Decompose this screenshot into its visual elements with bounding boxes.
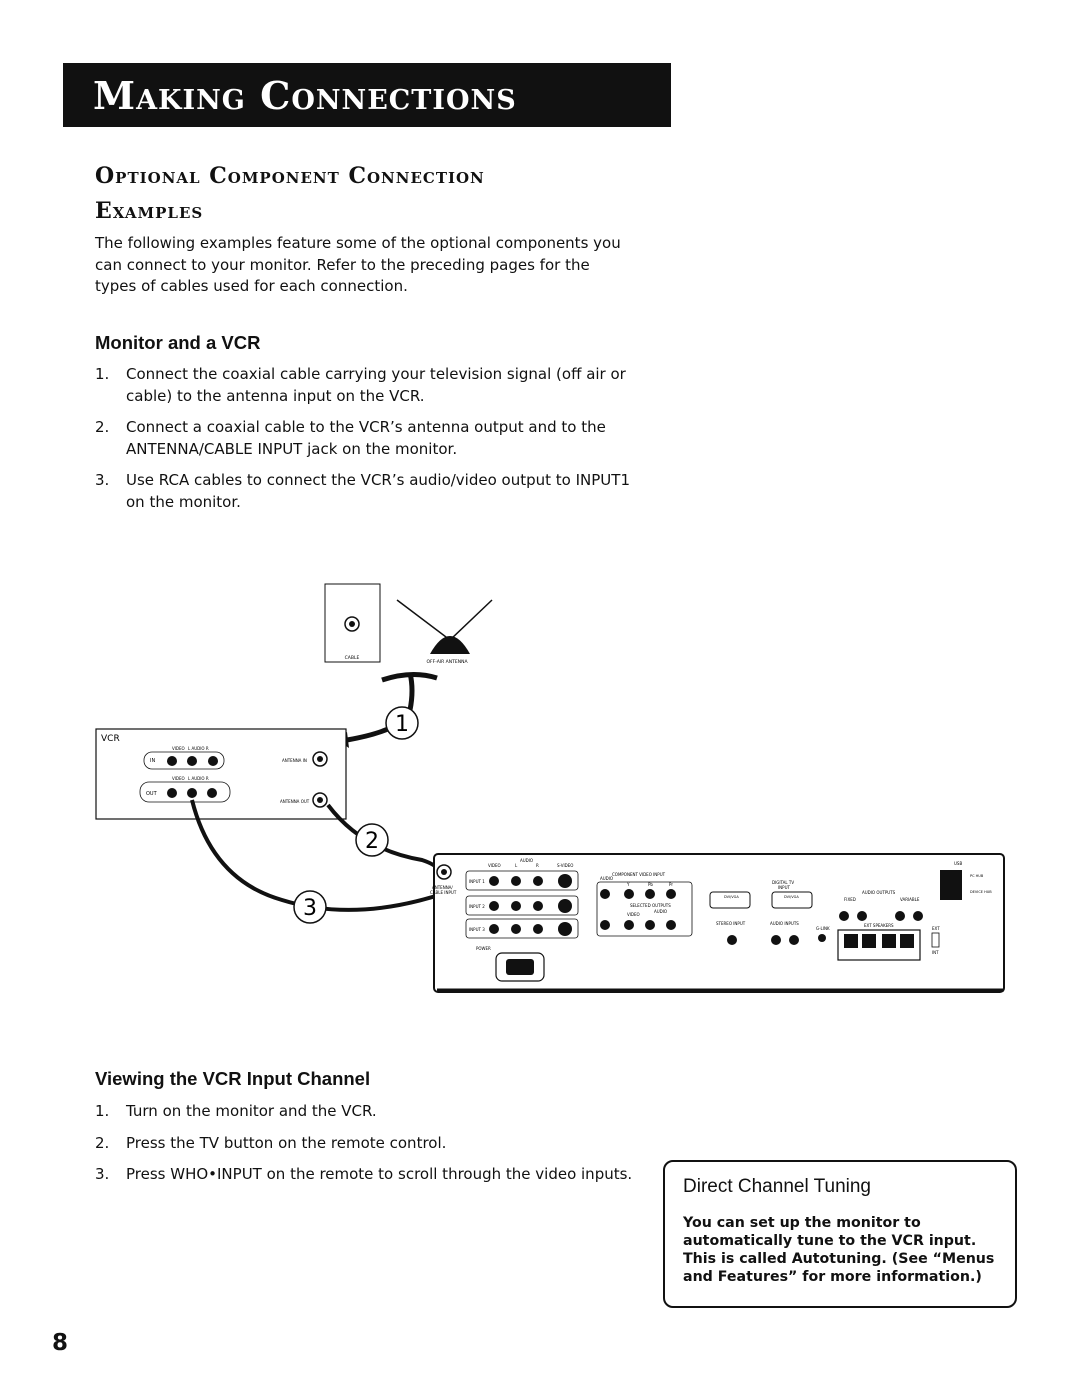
svg-text:AUDIO: AUDIO xyxy=(600,876,614,881)
svg-text:AUDIO INPUTS: AUDIO INPUTS xyxy=(770,921,799,926)
svg-text:EXT: EXT xyxy=(932,926,940,931)
svg-text:VIDEO: VIDEO xyxy=(172,746,185,751)
svg-text:Pb: Pb xyxy=(648,882,653,887)
svg-text:DVI/VGA: DVI/VGA xyxy=(724,895,739,899)
svg-text:INPUT 2: INPUT 2 xyxy=(469,904,485,909)
callout-2 xyxy=(356,824,388,856)
connection-diagram xyxy=(92,580,1012,1000)
callout-1 xyxy=(386,707,418,739)
svg-text:POWER: POWER xyxy=(476,946,491,951)
svg-text:Y: Y xyxy=(627,882,630,887)
svg-text:R: R xyxy=(536,863,539,868)
svg-text:L: L xyxy=(515,863,518,868)
direct-channel-tuning-box xyxy=(663,1160,1017,1308)
list-item: 1. Turn on the monitor and the VCR. xyxy=(95,1102,377,1120)
antenna-label: OFF-AIR ANTENNA xyxy=(426,660,468,665)
svg-text:G-LINK: G-LINK xyxy=(816,926,830,931)
vcr-unit xyxy=(96,729,346,819)
section-heading-line2: Examples xyxy=(95,198,204,224)
viewing-steps xyxy=(95,1101,635,1196)
monitor-back-panel xyxy=(430,854,1004,992)
svg-text:CABLE INPUT: CABLE INPUT xyxy=(430,890,457,895)
svg-text:DVI/VGA: DVI/VGA xyxy=(784,895,799,899)
svg-text:USB: USB xyxy=(954,861,963,866)
svg-text:INPUT: INPUT xyxy=(778,885,790,890)
svg-text:INPUT 1: INPUT 1 xyxy=(469,879,485,884)
page-number: 8 xyxy=(52,1330,69,1356)
svg-text:2: 2 xyxy=(365,829,379,854)
chapter-title: Making Connections xyxy=(93,73,517,118)
svg-text:AUDIO OUTPUTS: AUDIO OUTPUTS xyxy=(862,890,896,895)
tip-title: Direct Channel Tuning xyxy=(683,1176,871,1197)
vcr-title: VCR xyxy=(101,734,120,744)
svg-text:3: 3 xyxy=(303,896,317,921)
svg-text:OUT: OUT xyxy=(146,791,157,797)
svg-text:IN: IN xyxy=(150,758,156,764)
svg-text:VARIABLE: VARIABLE xyxy=(900,897,920,902)
chapter-banner xyxy=(63,63,671,127)
svg-text:VIDEO: VIDEO xyxy=(488,863,501,868)
svg-text:INT: INT xyxy=(932,950,939,955)
list-item: 2. Press the TV button on the remote control. xyxy=(95,1133,447,1152)
svg-text:EXT SPEAKERS: EXT SPEAKERS xyxy=(864,923,894,928)
svg-text:L AUDIO R: L AUDIO R xyxy=(188,776,209,781)
section-heading-line1: Optional Component Connection xyxy=(95,163,485,189)
svg-text:STEREO INPUT: STEREO INPUT xyxy=(716,921,746,926)
svg-text:ANTENNA OUT: ANTENNA OUT xyxy=(280,799,310,804)
svg-text:1: 1 xyxy=(395,712,409,737)
svg-text:INPUT 3: INPUT 3 xyxy=(469,927,485,932)
svg-text:ANTENNA/: ANTENNA/ xyxy=(432,885,453,890)
svg-text:SELECTED OUTPUTS: SELECTED OUTPUTS xyxy=(630,903,671,908)
svg-text:DIGITAL TV: DIGITAL TV xyxy=(772,880,795,885)
viewing-heading: Viewing the VCR Input Channel xyxy=(95,1068,371,1089)
antenna-icon xyxy=(397,600,492,665)
cable-wall-plate xyxy=(325,584,380,662)
svg-text:AUDIO: AUDIO xyxy=(520,858,534,863)
svg-text:PC HUB: PC HUB xyxy=(970,874,984,878)
monitor-vcr-steps xyxy=(95,364,635,523)
cable-label: CABLE xyxy=(344,656,360,661)
svg-text:Pr: Pr xyxy=(669,882,673,887)
list-item: 3. Press WHO•INPUT on the remote to scroll through the video inputs. xyxy=(95,1165,633,1183)
svg-text:DEVICE HUB: DEVICE HUB xyxy=(970,890,992,894)
svg-text:L AUDIO R: L AUDIO R xyxy=(188,746,209,751)
list-item: 1. Connect the coaxial cable carrying your television signal (off air or cable) to the antenna input on the VCR. xyxy=(95,365,626,405)
svg-text:COMPONENT VIDEO INPUT: COMPONENT VIDEO INPUT xyxy=(612,872,666,877)
tip-body: You can set up the monitor to automatically tune to the VCR input. This is called Autotuning. (See “Menus and Features” for more information.) xyxy=(683,1215,995,1285)
svg-text:VIDEO: VIDEO xyxy=(172,776,185,781)
svg-text:ANTENNA IN: ANTENNA IN xyxy=(282,758,307,763)
callout-3 xyxy=(294,891,326,923)
list-item: 2. Connect a coaxial cable to the VCR’s antenna output and to the ANTENNA/CABLE INPUT jack on the monitor. xyxy=(95,418,606,458)
list-item: 3. Use RCA cables to connect the VCR’s audio/video output to INPUT1 on the monitor. xyxy=(95,471,630,511)
intro-paragraph: The following examples feature some of the optional components you can connect to your monitor. Refer to the preceding pages for the types of cables used for each connection. xyxy=(95,234,621,295)
svg-text:S-VIDEO: S-VIDEO xyxy=(557,863,574,868)
monitor-vcr-heading: Monitor and a VCR xyxy=(95,332,261,353)
svg-text:FIXED: FIXED xyxy=(844,897,856,902)
svg-text:VIDEO: VIDEO xyxy=(627,912,640,917)
svg-text:AUDIO: AUDIO xyxy=(654,909,668,914)
